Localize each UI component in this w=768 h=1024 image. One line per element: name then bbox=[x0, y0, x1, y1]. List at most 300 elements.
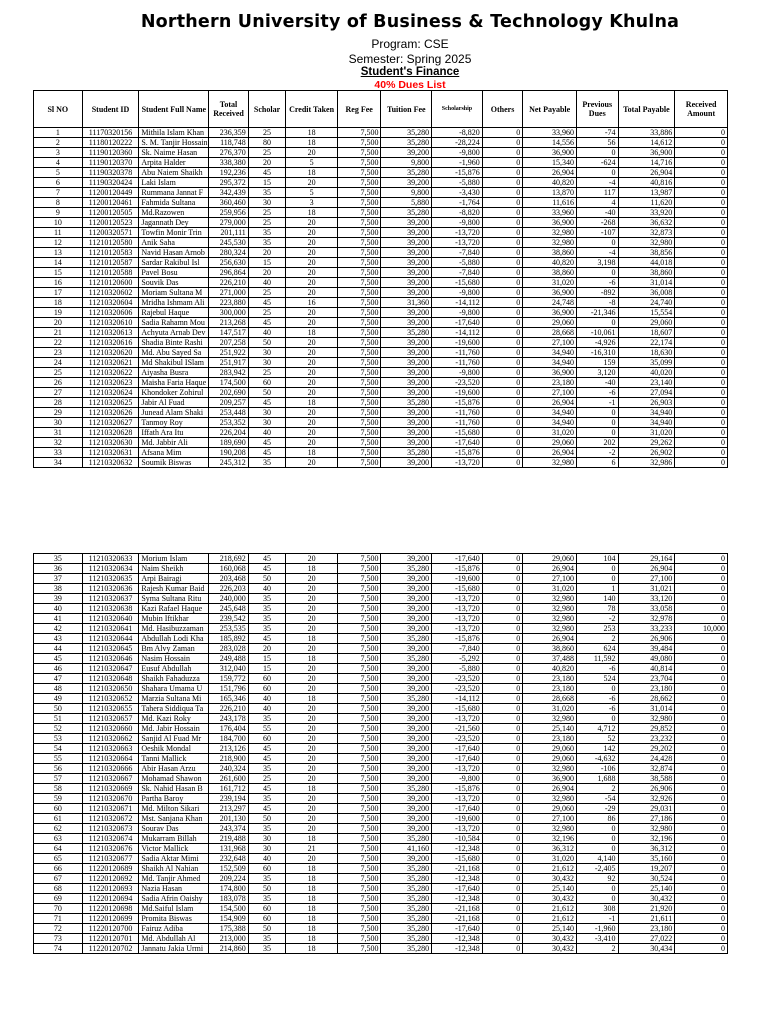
table-cell: 27,094 bbox=[618, 388, 675, 398]
table-cell: 26,904 bbox=[618, 168, 675, 178]
table-cell: 3,120 bbox=[576, 368, 618, 378]
col-header: Total Payable bbox=[618, 91, 675, 128]
table-cell: 29,164 bbox=[618, 554, 675, 564]
table-cell: 24 bbox=[34, 358, 83, 368]
table-cell: 39 bbox=[34, 594, 83, 604]
table-cell: 33,960 bbox=[523, 128, 577, 138]
table-cell: 67 bbox=[34, 874, 83, 884]
table-row bbox=[34, 934, 728, 944]
table-cell: 20 bbox=[286, 664, 338, 674]
table-cell: Kazi Rafael Haque bbox=[139, 604, 209, 614]
table-cell: 40,816 bbox=[618, 178, 675, 188]
table-cell: 11210320671 bbox=[82, 804, 139, 814]
table-cell: 35 bbox=[248, 238, 285, 248]
table-cell: 11210320640 bbox=[82, 614, 139, 624]
table-cell: 34 bbox=[34, 458, 83, 468]
table-cell: 18,630 bbox=[618, 348, 675, 358]
table-cell: 0 bbox=[482, 268, 523, 278]
table-cell: 0 bbox=[482, 704, 523, 714]
table-cell: 243,178 bbox=[209, 714, 249, 724]
table-cell: 0 bbox=[675, 388, 728, 398]
table-cell: 31,020 bbox=[523, 428, 577, 438]
col-header: Student ID bbox=[82, 91, 139, 128]
table-cell: 16 bbox=[34, 278, 83, 288]
table-cell: 20 bbox=[286, 238, 338, 248]
table-cell: 239,542 bbox=[209, 614, 249, 624]
table-cell: 7,500 bbox=[337, 704, 381, 714]
table-cell: 11200120523 bbox=[82, 218, 139, 228]
table-cell: 35,280 bbox=[381, 448, 432, 458]
table-cell: 32,873 bbox=[618, 228, 675, 238]
table-cell: 0 bbox=[482, 794, 523, 804]
table-cell: 11210320645 bbox=[82, 644, 139, 654]
table-cell: -21,346 bbox=[576, 308, 618, 318]
table-cell: 29,060 bbox=[523, 754, 577, 764]
table-cell: 0 bbox=[576, 884, 618, 894]
table-cell: 39,200 bbox=[381, 358, 432, 368]
table-cell: 0 bbox=[675, 684, 728, 694]
table-cell: Sadia Aktar Mimi bbox=[139, 854, 209, 864]
table-cell: Mukarram Billah bbox=[139, 834, 209, 844]
table-cell: 38,588 bbox=[618, 774, 675, 784]
table-cell: 35 bbox=[248, 614, 285, 624]
table-cell: 20 bbox=[286, 408, 338, 418]
table-row bbox=[34, 168, 728, 178]
table-cell: -14,112 bbox=[432, 328, 483, 338]
table-cell: Syma Sultana Ritu bbox=[139, 594, 209, 604]
table-cell: 11210120583 bbox=[82, 248, 139, 258]
table-cell: 0 bbox=[675, 834, 728, 844]
table-cell: 296,864 bbox=[209, 268, 249, 278]
table-cell: 117 bbox=[576, 188, 618, 198]
table-cell: 219,488 bbox=[209, 834, 249, 844]
table-row bbox=[34, 268, 728, 278]
table-cell: 7,500 bbox=[337, 188, 381, 198]
table-cell: 0 bbox=[675, 198, 728, 208]
table-cell: 0 bbox=[675, 924, 728, 934]
table-cell: 4 bbox=[576, 198, 618, 208]
table-cell: 32,980 bbox=[618, 238, 675, 248]
table-cell: 209,224 bbox=[209, 874, 249, 884]
table-cell: 28,662 bbox=[618, 694, 675, 704]
table-cell: -15,680 bbox=[432, 584, 483, 594]
table-cell: -16,310 bbox=[576, 348, 618, 358]
table-cell: 25 bbox=[248, 368, 285, 378]
table-cell: 39,200 bbox=[381, 644, 432, 654]
table-cell: -5,292 bbox=[432, 654, 483, 664]
table-cell: -19,600 bbox=[432, 388, 483, 398]
table-cell: 223,880 bbox=[209, 298, 249, 308]
table-cell: 35,280 bbox=[381, 128, 432, 138]
table-cell: 26,904 bbox=[523, 448, 577, 458]
table-cell: 19,207 bbox=[618, 864, 675, 874]
table-cell: 232,648 bbox=[209, 854, 249, 864]
table-cell: Eusuf Abdullah bbox=[139, 664, 209, 674]
table-cell: 0 bbox=[675, 564, 728, 574]
table-cell: 11210120600 bbox=[82, 278, 139, 288]
table-cell: 7,500 bbox=[337, 744, 381, 754]
table-cell: 24,428 bbox=[618, 754, 675, 764]
table-cell: 39,200 bbox=[381, 554, 432, 564]
table-cell: 35 bbox=[248, 764, 285, 774]
table-cell: 29,060 bbox=[523, 438, 577, 448]
table-cell: 60 bbox=[248, 914, 285, 924]
table-cell: Rummana Jannat F bbox=[139, 188, 209, 198]
table-cell: 39,200 bbox=[381, 714, 432, 724]
table-cell: 3 bbox=[286, 198, 338, 208]
table-cell: 11210320623 bbox=[82, 378, 139, 388]
table-row bbox=[34, 448, 728, 458]
table-cell: 18 bbox=[286, 128, 338, 138]
table-cell: 0 bbox=[675, 814, 728, 824]
table-cell: 48 bbox=[34, 684, 83, 694]
col-header: Credit Taken bbox=[286, 91, 338, 128]
table-cell: Sourav Das bbox=[139, 824, 209, 834]
table-cell: 36,900 bbox=[618, 148, 675, 158]
table-header-row bbox=[34, 91, 728, 128]
table-cell: -892 bbox=[576, 288, 618, 298]
table-cell: -17,640 bbox=[432, 804, 483, 814]
table-cell: 2 bbox=[576, 944, 618, 954]
table-cell: 20 bbox=[248, 644, 285, 654]
table-cell: 9,800 bbox=[381, 158, 432, 168]
table-cell: 11,616 bbox=[523, 198, 577, 208]
table-cell: 360,460 bbox=[209, 198, 249, 208]
table-cell: 11 bbox=[34, 228, 83, 238]
table-cell: 0 bbox=[675, 368, 728, 378]
table-cell: 20 bbox=[248, 158, 285, 168]
table-cell: 0 bbox=[482, 564, 523, 574]
table-cell: 39,200 bbox=[381, 604, 432, 614]
table-cell: 7,500 bbox=[337, 198, 381, 208]
table-cell: 7,500 bbox=[337, 884, 381, 894]
table-cell: 11200120461 bbox=[82, 198, 139, 208]
table-cell: 0 bbox=[675, 654, 728, 664]
table-cell: 7,500 bbox=[337, 574, 381, 584]
table-cell: -8,820 bbox=[432, 128, 483, 138]
table-cell: 0 bbox=[675, 714, 728, 724]
table-cell: 7,500 bbox=[337, 268, 381, 278]
table-cell: 160,068 bbox=[209, 564, 249, 574]
table-cell: 0 bbox=[675, 904, 728, 914]
table-cell: -21,168 bbox=[432, 914, 483, 924]
table-cell: 35,280 bbox=[381, 328, 432, 338]
table-cell: -9,800 bbox=[432, 774, 483, 784]
table-cell: 40,820 bbox=[523, 664, 577, 674]
table-cell: 54 bbox=[34, 744, 83, 754]
table-cell: 32,986 bbox=[618, 458, 675, 468]
table-cell: 20 bbox=[286, 854, 338, 864]
table-cell: -8,820 bbox=[432, 208, 483, 218]
table-cell: 39,200 bbox=[381, 238, 432, 248]
table-cell: 52 bbox=[576, 734, 618, 744]
table-cell: 0 bbox=[482, 388, 523, 398]
table-cell: 11210320602 bbox=[82, 288, 139, 298]
table-cell: 0 bbox=[675, 228, 728, 238]
table-cell: 30 bbox=[248, 348, 285, 358]
table-cell: 11220120699 bbox=[82, 914, 139, 924]
table-cell: 45 bbox=[248, 784, 285, 794]
table-row bbox=[34, 604, 728, 614]
table-cell: 0 bbox=[482, 368, 523, 378]
table-cell: 174,500 bbox=[209, 378, 249, 388]
table-cell: -268 bbox=[576, 218, 618, 228]
table-cell: 32,926 bbox=[618, 794, 675, 804]
table-cell: Oeshik Mondal bbox=[139, 744, 209, 754]
table-cell: 20 bbox=[34, 318, 83, 328]
table-cell: 39,200 bbox=[381, 438, 432, 448]
table-cell: Navid Hasan Arnob bbox=[139, 248, 209, 258]
col-header: Others bbox=[482, 91, 523, 128]
table-cell: 11210320667 bbox=[82, 774, 139, 784]
table-cell: 34,940 bbox=[618, 418, 675, 428]
report-title-text: Student's Finance bbox=[360, 66, 460, 78]
table-cell: 23,180 bbox=[523, 734, 577, 744]
table-cell: -13,720 bbox=[432, 824, 483, 834]
table-cell: 0 bbox=[482, 178, 523, 188]
table-cell: 7,500 bbox=[337, 148, 381, 158]
table-cell: 203,468 bbox=[209, 574, 249, 584]
table-cell: 11210320632 bbox=[82, 458, 139, 468]
table-cell: 0 bbox=[482, 584, 523, 594]
table-cell: Shaikh Al Nahian bbox=[139, 864, 209, 874]
table-cell: 7,500 bbox=[337, 944, 381, 954]
table-cell: 32,980 bbox=[523, 594, 577, 604]
table-cell: 11220120694 bbox=[82, 894, 139, 904]
table-cell: 312,040 bbox=[209, 664, 249, 674]
table-cell: Achyuta Arnab Dev bbox=[139, 328, 209, 338]
table-cell: 256,630 bbox=[209, 258, 249, 268]
table-row bbox=[34, 814, 728, 824]
table-cell: 147,517 bbox=[209, 328, 249, 338]
table-cell: 39,200 bbox=[381, 754, 432, 764]
table-cell: 20 bbox=[286, 378, 338, 388]
table-cell: 10,000 bbox=[675, 624, 728, 634]
table-cell: 0 bbox=[675, 218, 728, 228]
table-cell: 7,500 bbox=[337, 388, 381, 398]
table-cell: Naim Sheikh bbox=[139, 564, 209, 574]
table-cell: -14,112 bbox=[432, 694, 483, 704]
table-cell: 18 bbox=[34, 298, 83, 308]
table-cell: 33,920 bbox=[618, 208, 675, 218]
col-header: Previous Dues bbox=[576, 91, 618, 128]
table-cell: Iffath Ara Itu bbox=[139, 428, 209, 438]
table-cell: 39,200 bbox=[381, 724, 432, 734]
table-cell: 11210320641 bbox=[82, 624, 139, 634]
table-cell: 35 bbox=[248, 228, 285, 238]
table-cell: 40,814 bbox=[618, 664, 675, 674]
table-cell: 0 bbox=[482, 674, 523, 684]
table-cell: 21 bbox=[286, 844, 338, 854]
table-cell: 20 bbox=[286, 624, 338, 634]
table-cell: 0 bbox=[482, 604, 523, 614]
table-cell: 7,500 bbox=[337, 138, 381, 148]
table-cell: 11210320670 bbox=[82, 794, 139, 804]
table-cell: 60 bbox=[248, 904, 285, 914]
table-cell: 0 bbox=[482, 884, 523, 894]
table-row bbox=[34, 594, 728, 604]
table-cell: -17,640 bbox=[432, 318, 483, 328]
table-cell: Anik Saha bbox=[139, 238, 209, 248]
table-cell: 11200120449 bbox=[82, 188, 139, 198]
table-cell: 7,500 bbox=[337, 604, 381, 614]
table-cell: 72 bbox=[34, 924, 83, 934]
table-cell: -6 bbox=[576, 664, 618, 674]
table-cell: 20 bbox=[286, 554, 338, 564]
table-row bbox=[34, 624, 728, 634]
table-cell: 0 bbox=[675, 378, 728, 388]
table-cell: 0 bbox=[675, 784, 728, 794]
table-cell: 7,500 bbox=[337, 278, 381, 288]
table-cell: 7,500 bbox=[337, 554, 381, 564]
table-cell: 28,668 bbox=[523, 694, 577, 704]
table-cell: 15 bbox=[248, 258, 285, 268]
table-cell: 21 bbox=[34, 328, 83, 338]
table-cell: 36,900 bbox=[523, 148, 577, 158]
table-cell: 15 bbox=[34, 268, 83, 278]
table-cell: 23,704 bbox=[618, 674, 675, 684]
table-cell: 0 bbox=[482, 854, 523, 864]
table-cell: -15,876 bbox=[432, 564, 483, 574]
table-cell: 11210320657 bbox=[82, 714, 139, 724]
table-cell: Maisha Faria Haque bbox=[139, 378, 209, 388]
table-cell: Morium Islam bbox=[139, 554, 209, 564]
table-cell: -21,560 bbox=[432, 724, 483, 734]
table-cell: 50 bbox=[248, 884, 285, 894]
table-cell: Md.Saiful Islam bbox=[139, 904, 209, 914]
table-cell: 35 bbox=[248, 874, 285, 884]
table-cell: 0 bbox=[482, 208, 523, 218]
table-cell: 202,690 bbox=[209, 388, 249, 398]
table-cell: 39,200 bbox=[381, 178, 432, 188]
table-cell: 20 bbox=[286, 734, 338, 744]
table-cell: -40 bbox=[576, 208, 618, 218]
table-cell: 7,500 bbox=[337, 358, 381, 368]
table-row bbox=[34, 298, 728, 308]
table-cell: 4,712 bbox=[576, 724, 618, 734]
table-cell: Md. Tanjir Ahmed bbox=[139, 874, 209, 884]
table-cell: 36,312 bbox=[618, 844, 675, 854]
table-cell: 11210320662 bbox=[82, 734, 139, 744]
table-cell: 0 bbox=[482, 158, 523, 168]
table-cell: 45 bbox=[248, 298, 285, 308]
table-cell: 308 bbox=[576, 904, 618, 914]
table-cell: 5,880 bbox=[381, 198, 432, 208]
table-cell: 7,500 bbox=[337, 564, 381, 574]
table-cell: 30 bbox=[34, 418, 83, 428]
table-cell: -19,600 bbox=[432, 338, 483, 348]
table-cell: 39,484 bbox=[618, 644, 675, 654]
table-cell: 214,860 bbox=[209, 944, 249, 954]
table-cell: 33,120 bbox=[618, 594, 675, 604]
table-cell: 0 bbox=[675, 308, 728, 318]
table-cell: -23,520 bbox=[432, 734, 483, 744]
table-cell: 61 bbox=[34, 814, 83, 824]
table-cell: 27,100 bbox=[523, 338, 577, 348]
table-cell: 15 bbox=[248, 654, 285, 664]
table-cell: 39,200 bbox=[381, 674, 432, 684]
table-cell: 35,280 bbox=[381, 944, 432, 954]
table-cell: 0 bbox=[482, 934, 523, 944]
table-cell: 26,906 bbox=[618, 784, 675, 794]
table-cell: Abdullah Lodi Kha bbox=[139, 634, 209, 644]
col-header: Sl NO bbox=[34, 91, 83, 128]
table-cell: 22 bbox=[34, 338, 83, 348]
table-cell: 20 bbox=[286, 684, 338, 694]
table-cell: 0 bbox=[675, 804, 728, 814]
table-cell: -1,960 bbox=[576, 924, 618, 934]
table-cell: 50 bbox=[248, 388, 285, 398]
table-cell: 20 bbox=[286, 428, 338, 438]
table-row bbox=[34, 764, 728, 774]
table-cell: -7,840 bbox=[432, 644, 483, 654]
table-cell: Abu Naiem Shaikh bbox=[139, 168, 209, 178]
table-cell: 7,500 bbox=[337, 904, 381, 914]
table-cell: 183,078 bbox=[209, 894, 249, 904]
table-cell: 175,388 bbox=[209, 924, 249, 934]
table-cell: 11210320648 bbox=[82, 674, 139, 684]
table-cell: 31 bbox=[34, 428, 83, 438]
table-cell: 0 bbox=[482, 298, 523, 308]
table-cell: 0 bbox=[576, 574, 618, 584]
table-cell: 13,870 bbox=[523, 188, 577, 198]
table-cell: 30,432 bbox=[618, 894, 675, 904]
table-cell: 11210320604 bbox=[82, 298, 139, 308]
table-cell: 11210320676 bbox=[82, 844, 139, 854]
table-cell: 20 bbox=[286, 794, 338, 804]
table-cell: Shadia Binte Rashi bbox=[139, 338, 209, 348]
table-cell: -9,800 bbox=[432, 308, 483, 318]
table-cell: 0 bbox=[675, 348, 728, 358]
table-cell: 26,904 bbox=[523, 398, 577, 408]
table-cell: 5 bbox=[286, 158, 338, 168]
table-cell: 7,500 bbox=[337, 168, 381, 178]
table-cell: 7,500 bbox=[337, 238, 381, 248]
table-row bbox=[34, 158, 728, 168]
table-cell: 0 bbox=[675, 288, 728, 298]
table-cell: Junead Alam Shaki bbox=[139, 408, 209, 418]
table-cell: 39,200 bbox=[381, 734, 432, 744]
table-cell: 0 bbox=[675, 774, 728, 784]
table-cell: 0 bbox=[675, 268, 728, 278]
table-cell: Mithila Islam Khan bbox=[139, 128, 209, 138]
table-cell: 0 bbox=[675, 594, 728, 604]
table-cell: 0 bbox=[482, 288, 523, 298]
table-cell: 0 bbox=[675, 644, 728, 654]
table-cell: 0 bbox=[675, 278, 728, 288]
table-cell: 35 bbox=[248, 594, 285, 604]
table-cell: 74 bbox=[34, 944, 83, 954]
table-cell: 34,940 bbox=[523, 358, 577, 368]
table-row bbox=[34, 744, 728, 754]
table-cell: 19 bbox=[34, 308, 83, 318]
table-cell: 226,210 bbox=[209, 704, 249, 714]
table-cell: 33,233 bbox=[618, 624, 675, 634]
table-row bbox=[34, 328, 728, 338]
table-cell: 59 bbox=[34, 794, 83, 804]
table-cell: 0 bbox=[482, 694, 523, 704]
table-cell: 20 bbox=[286, 614, 338, 624]
table-cell: 20 bbox=[286, 574, 338, 584]
table-cell: 23,140 bbox=[618, 378, 675, 388]
table-cell: 52 bbox=[34, 724, 83, 734]
table-row bbox=[34, 874, 728, 884]
table-cell: 25 bbox=[248, 148, 285, 158]
table-cell: 7,500 bbox=[337, 694, 381, 704]
table-row bbox=[34, 944, 728, 954]
table-cell: 38,860 bbox=[618, 268, 675, 278]
table-cell: 0 bbox=[482, 834, 523, 844]
